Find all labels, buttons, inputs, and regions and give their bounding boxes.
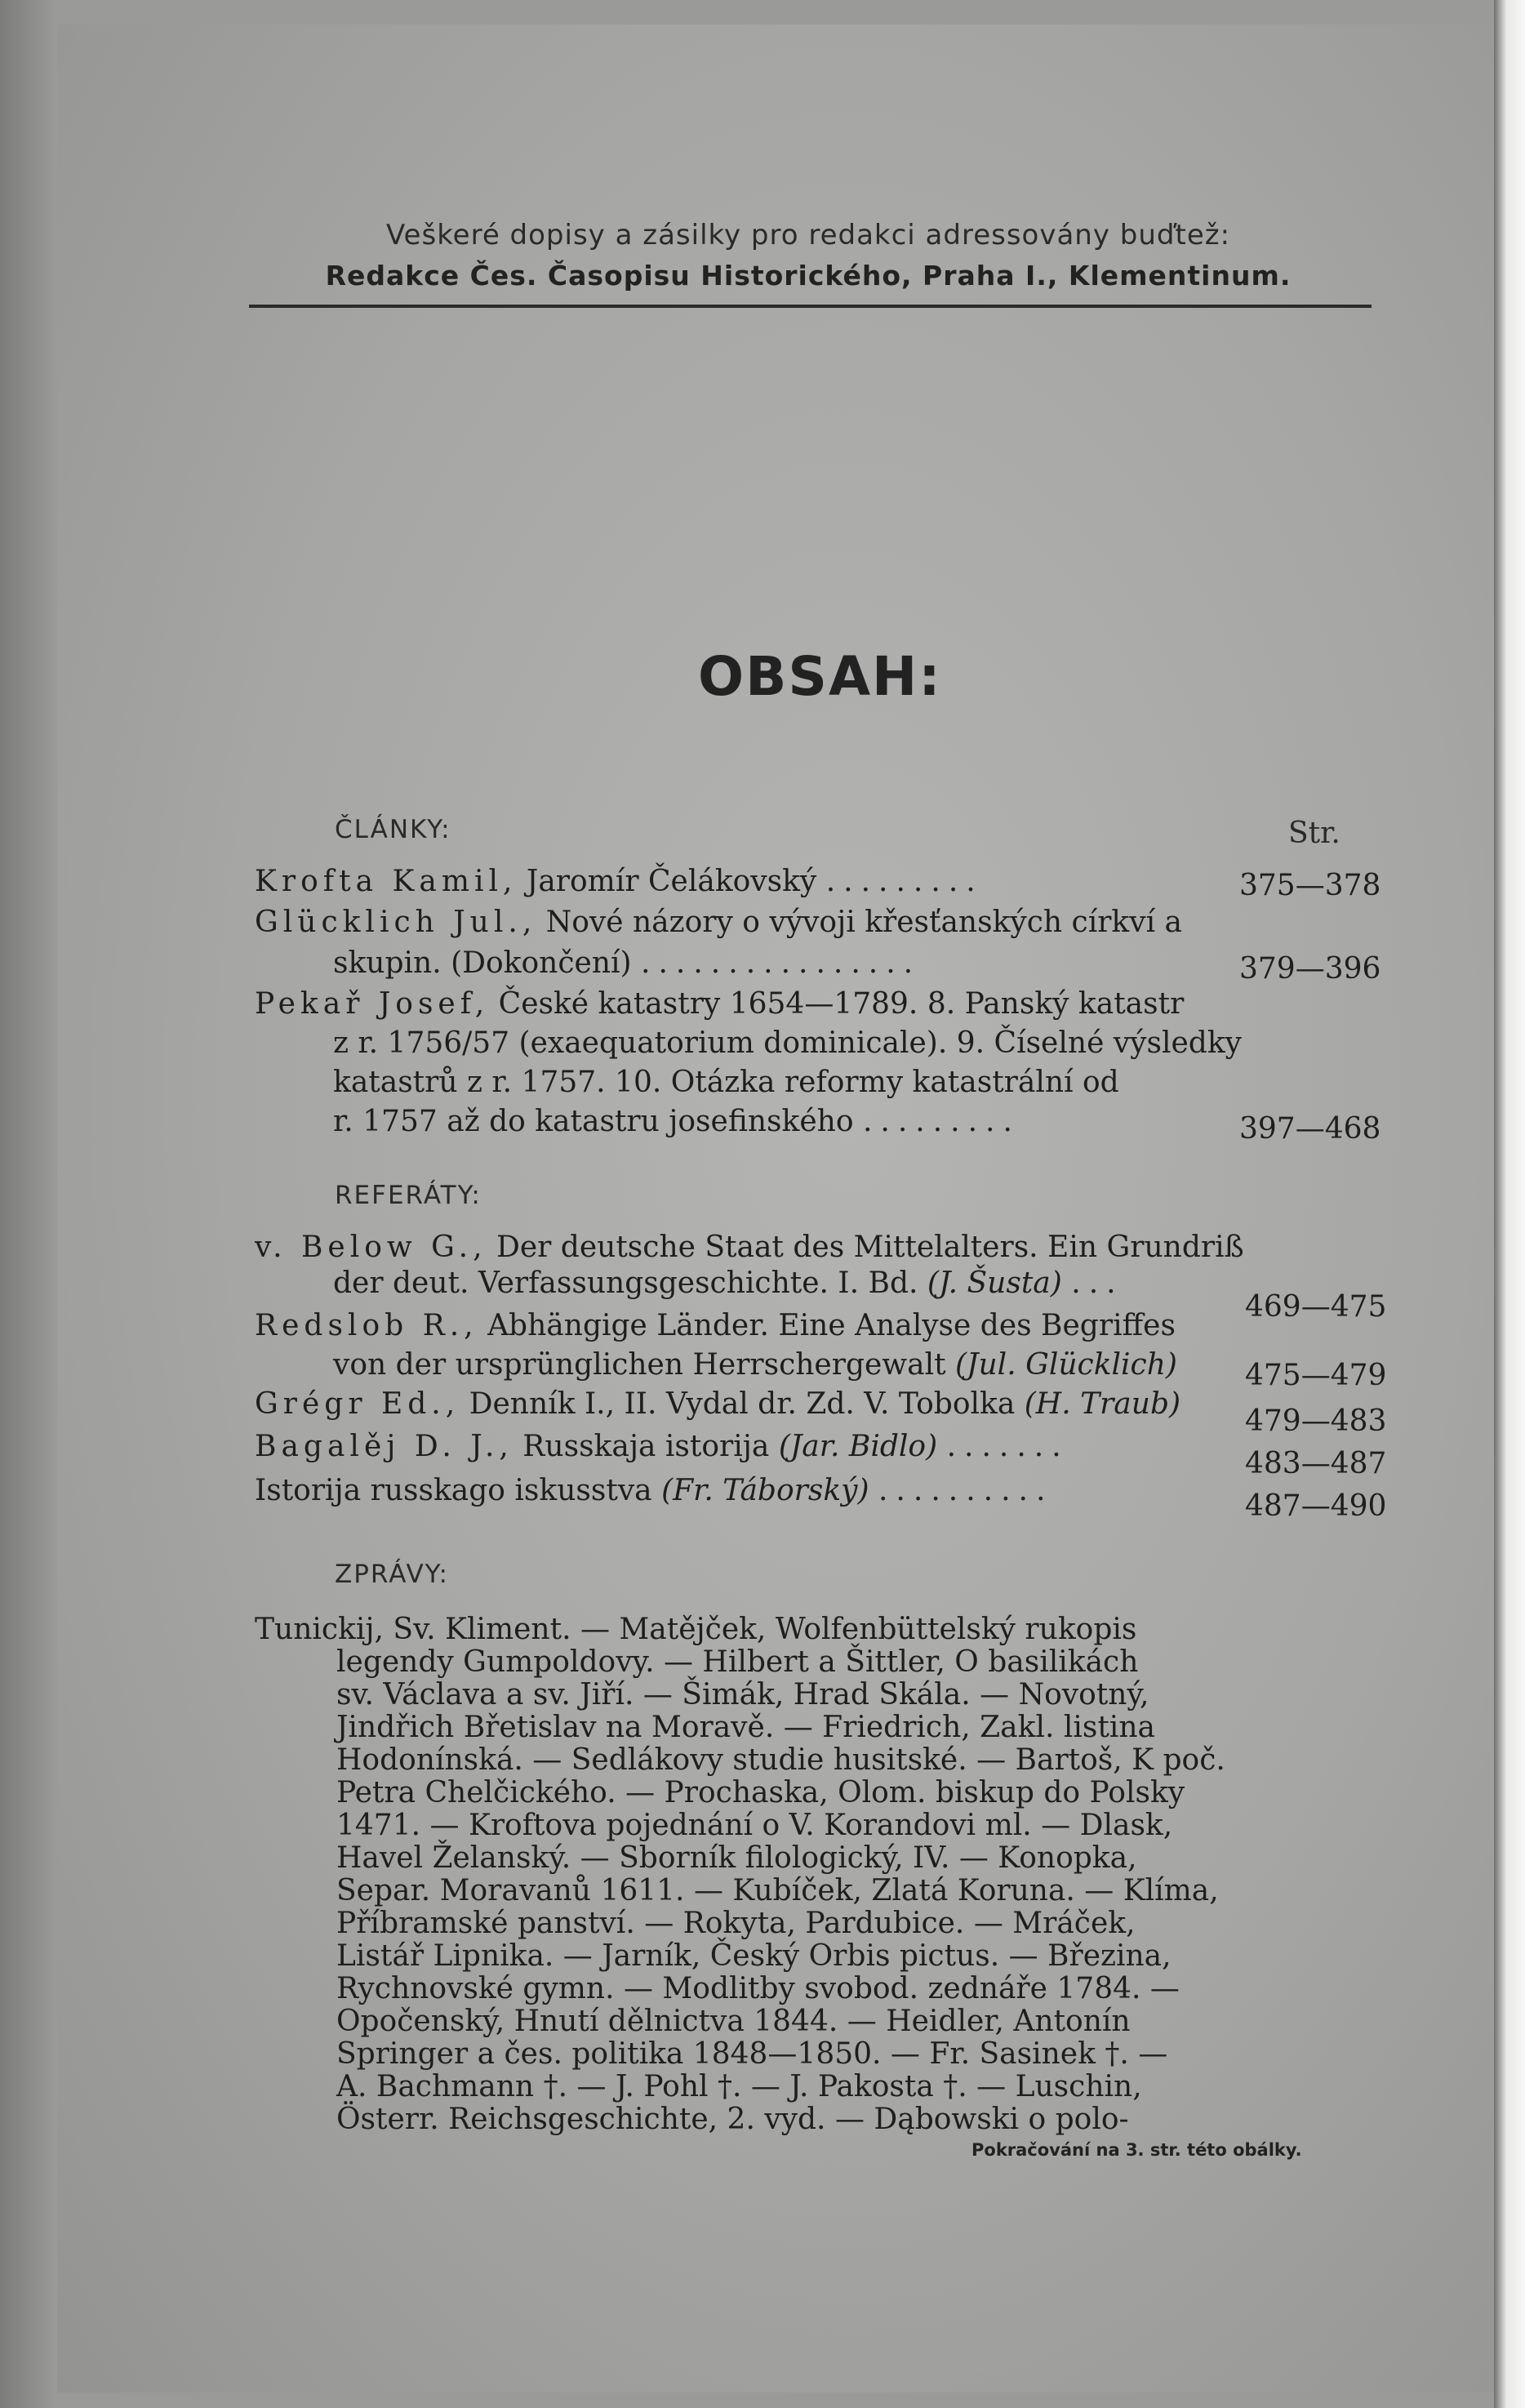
review-title: Der deutsche Staat des Mittelalters. Ein Grundriß (496, 1231, 1244, 1264)
news-line: Separ. Moravanů 1611. — Kubíček, Zlatá Koruna. — Klíma, (336, 1874, 1219, 1907)
news-line: Petra Chelčického. — Prochaska, Olom. biskup do Polsky (336, 1776, 1185, 1809)
article-2 (255, 906, 1182, 939)
review-1 (255, 1231, 1244, 1264)
article-1 (255, 866, 984, 898)
header-rule (249, 305, 1372, 308)
news-line: sv. Václava a sv. Jiří. — Šimák, Hrad Skála. — Novotný, (336, 1678, 1149, 1711)
news-line: Springer a čes. politika 1848—1850. — Fr. Sasinek †. — (336, 2037, 1168, 2071)
reviewer: (Jar. Bidlo) (778, 1430, 938, 1463)
review-1-cont (333, 1267, 1124, 1300)
review-title: Russkaja istorija (522, 1430, 770, 1463)
continuation-note: Pokračování na 3. str. této obálky. (971, 2140, 1302, 2160)
reviewer: (Jul. Glücklich) (955, 1348, 1177, 1382)
review-title: Denník I., II. Vydal dr. Zd. V. Tobolka (469, 1387, 1016, 1421)
notice-line-2: Redakce Čes. Časopisu Historického, Praha I., Klementinum. (325, 260, 1292, 292)
review-4 (255, 1431, 1069, 1463)
review-pages: 479—483 (1245, 1404, 1387, 1438)
section-clanky: ČLÁNKY: (335, 815, 451, 844)
page-title: OBSAH: (698, 645, 942, 708)
review-author: Redslob R., (255, 1309, 478, 1342)
leader-dots: .......... (878, 1474, 1054, 1507)
article-author: Pekař Josef, (255, 987, 490, 1021)
review-pages: 469—475 (1245, 1290, 1387, 1324)
news-line: A. Bachmann †. — J. Pohl †. — J. Pakosta †. — Luschin, (336, 2070, 1142, 2103)
leader-dots: ....... (946, 1430, 1069, 1463)
article-author: Krofta Kamil, (255, 865, 518, 898)
review-author: Bagalěj D. J., (255, 1430, 514, 1463)
news-line: Österr. Reichsgeschichte, 2. vyd. — Dąbowski o polo- (336, 2103, 1129, 2136)
review-pages: 487—490 (1245, 1489, 1387, 1523)
review-5 (255, 1475, 1053, 1507)
news-line: Tunickij, Sv. Kliment. — Matějček, Wolfenbüttelský rukopis (255, 1613, 1137, 1646)
news-line: legendy Gumpoldovy. — Hilbert a Šittler, O basilikách (336, 1645, 1139, 1679)
article-title-cont: skupin. (Dokončení) (333, 946, 632, 980)
scan-edge-left (0, 0, 57, 2408)
scan-edge-right (1494, 0, 1525, 2408)
reviewer: (J. Šusta) (927, 1266, 1062, 1300)
article-pages: 397—468 (1239, 1112, 1381, 1146)
news-line: Hodonínská. — Sedlákovy studie husitské. — Bartoš, K poč. (336, 1743, 1225, 1777)
pages-column-header: Str. (1288, 817, 1340, 850)
leader-dots: ......... (825, 865, 984, 898)
news-line: Jindřich Břetislav na Moravě. — Friedrich, Zakl. listina (336, 1711, 1155, 1744)
reviewer: (H. Traub) (1024, 1387, 1181, 1421)
review-title: Istorija russkago iskusstva (255, 1474, 652, 1507)
review-title: Abhängige Länder. Eine Analyse des Begriffes (487, 1309, 1176, 1342)
review-title-cont: von der ursprünglichen Herrschergewalt (333, 1348, 946, 1382)
review-title-cont: der deut. Verfassungsgeschichte. I. Bd. (333, 1266, 918, 1300)
review-2 (255, 1310, 1176, 1342)
review-author: Grégr Ed., (255, 1387, 460, 1421)
review-pages: 483—487 (1245, 1447, 1387, 1480)
article-2-cont (333, 947, 921, 980)
news-line: Rychnovské gymn. — Modlitby svobod. zednáře 1784. — (336, 1972, 1180, 2005)
news-line: Příbramské panství. — Rokyta, Pardubice. — Mráček, (336, 1907, 1136, 1940)
news-line: 1471. — Kroftova pojednání o V. Korandovi ml. — Dlask, (336, 1809, 1173, 1842)
article-pages: 379—396 (1239, 952, 1381, 986)
article-title: České katastry 1654—1789. 8. Panský katastr (498, 987, 1185, 1021)
article-title: Jaromír Čelákovský (526, 865, 817, 898)
notice-line-1: Veškeré dopisy a zásilky pro redakci adressovány buďtež: (385, 219, 1231, 251)
news-line: Havel Želanský. — Sborník filologický, IV. — Konopka, (336, 1841, 1137, 1875)
article-3 (255, 988, 1184, 1021)
news-line: Listář Lipnika. — Jarník, Český Orbis pictus. — Březina, (336, 1939, 1172, 1973)
review-3 (255, 1388, 1180, 1421)
leader-dots: ......... (862, 1105, 1020, 1138)
article-author: Glücklich Jul., (255, 906, 537, 939)
review-author: v. Below G., (255, 1231, 487, 1264)
article-title-cont: r. 1757 až do katastru josefinského (333, 1105, 854, 1138)
article-pages: 375—378 (1239, 869, 1381, 902)
reviewer: (Fr. Táborský) (661, 1474, 869, 1507)
article-title: Nové názory o vývoji křesťanských církví a (545, 906, 1182, 939)
review-2-cont (333, 1349, 1177, 1382)
news-line: Opočenský, Hnutí dělnictva 1844. — Heidler, Antonín (336, 2005, 1131, 2038)
leader-dots: ................ (641, 946, 922, 980)
review-pages: 475—479 (1245, 1359, 1387, 1392)
article-3-cont (333, 1106, 1020, 1138)
article-3-cont: katastrů z r. 1757. 10. Otázka reformy katastrální od (333, 1066, 1119, 1099)
section-zpravy: ZPRÁVY: (335, 1560, 449, 1589)
section-referaty: REFERÁTY: (335, 1181, 482, 1210)
leader-dots: ... (1071, 1266, 1124, 1300)
article-3-cont: z r. 1756/57 (exaequatorium dominicale). 9. Číselné výsledky (333, 1026, 1242, 1060)
